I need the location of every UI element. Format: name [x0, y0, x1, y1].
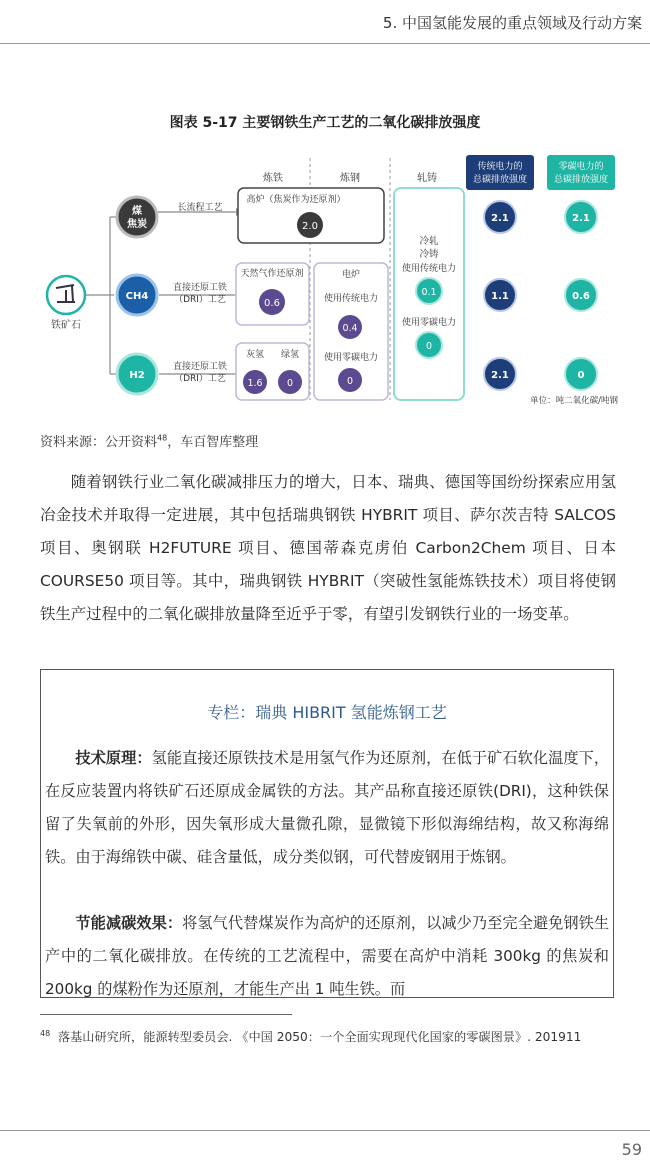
header-zerocarbon-line1: 零碳电力的 — [558, 162, 604, 172]
ore-label: 铁矿石 — [51, 320, 81, 331]
rolling-zero-value: 0 — [425, 341, 433, 352]
green-h2-value: 0 — [286, 378, 294, 389]
technical-principle-text: 氢能直接还原铁技术是用氢气作为还原剂，在低于矿石软化温度下，在反应装置内将铁矿石还原成金属铁的方法。其产品称直接还原铁(DRI)，这种铁保留了失氧前的外形，因失氧形成大量微孔隙，显微镜下形似海绵结构，故又称海绵铁。由于海绵铁中碳、硅含量低，成分类似钢，可代替废钢用于炼钢。 — [45, 749, 610, 866]
coke-label: 焦炭 — [127, 219, 147, 230]
source-prefix: 资料来源：公开资料 — [40, 435, 158, 450]
technical-principle-paragraph — [45, 742, 609, 874]
figure-title: 图表 5-17 主要钢铁生产工艺的二氧化碳排放强度 — [169, 115, 481, 131]
steel-emission-diagram — [40, 150, 620, 420]
route-dri-h2-line1: 直接还原工铁 — [172, 362, 228, 372]
source-footnote-ref[interactable]: 48 — [157, 433, 168, 443]
energy-saving-paragraph — [45, 907, 609, 998]
footer-divider — [0, 1130, 650, 1131]
natural-gas-label: 天然气作还原剂 — [240, 269, 304, 279]
footnote-number: 48 — [40, 1029, 51, 1038]
ch4-label: CH4 — [125, 291, 149, 302]
total-zerocarbon-value: 0.6 — [572, 291, 590, 302]
stage-rolling: 轧铸 — [417, 173, 437, 184]
rolling-label-cold-rolling: 冷轧 — [419, 236, 439, 247]
route-dri-h2-line2: （DRI）工艺 — [174, 374, 226, 384]
unit-label: 单位：吨二氧化碳/吨钢 — [530, 396, 618, 406]
energy-saving-lead: 节能减碳效果： — [75, 914, 183, 932]
column-title: 专栏：瑞典 HIBRIT 氢能炼钢工艺 — [207, 703, 447, 722]
footnote-text: 落基山研究所，能源转型委员会. 《中国 2050：一个全面实现现代化国家的零碳图景》. 201911 — [57, 1030, 582, 1045]
feature-column-box — [40, 669, 614, 998]
eaf-trad-value: 0.4 — [342, 323, 358, 334]
eaf-label: 电炉 — [341, 270, 361, 280]
stage-ironmaking: 炼铁 — [263, 173, 283, 184]
footnote-divider — [40, 1014, 292, 1015]
total-traditional-value: 1.1 — [491, 291, 509, 302]
source-suffix: ，车百智库整理 — [167, 435, 259, 450]
rolling-trad-value: 0.1 — [421, 287, 437, 298]
route-dri-ch4-line1: 直接还原工铁 — [172, 283, 228, 293]
body-paragraph: 随着钢铁行业二氧化碳减排压力的增大，日本、瑞典、德国等国纷纷探索应用氢冶金技术并取得一定进展，其中包括瑞典钢铁 HYBRIT 项目、萨尔茨吉特 SALCOS 项目、奥钢联 H2FUTURE 项目、德国蒂森克虏伯 Carbon2Chem 项目、日本 COURSE50 项目等。其中，瑞典钢铁 HYBRIT（突破性氢能炼铁技术）项目将使钢铁生产过程中的二氧化碳排放量降至近乎于零，有望引发钢铁行业的一场变革。 — [40, 473, 616, 623]
energy-saving-text: 将氢气代替煤炭作为高炉的还原剂，以减少乃至完全避免钢铁生产中的二氧化碳排放。在传统的工艺流程中，需要在高炉中消耗 300kg 的焦炭和 200kg 的煤粉作为还原剂，才能生产出 1 吨生铁。而 — [45, 914, 610, 998]
rolling-zero-label: 使用零碳电力 — [401, 318, 457, 328]
green-h2-label: 绿氢 — [280, 350, 300, 360]
blast-furnace-value: 2.0 — [302, 221, 318, 232]
grey-h2-value: 1.6 — [247, 378, 263, 389]
running-header: 5. 中国氢能发展的重点领域及行动方案 — [382, 14, 642, 32]
total-zerocarbon-value: 2.1 — [572, 213, 590, 224]
blast-furnace-label: 高炉（焦炭作为还原剂） — [246, 195, 346, 205]
header-divider — [0, 43, 650, 44]
coal-label: 煤 — [132, 206, 142, 217]
total-zerocarbon-value: 0 — [577, 370, 585, 381]
eaf-trad-label: 使用传统电力 — [323, 294, 379, 304]
h2-label: H2 — [129, 370, 145, 381]
eaf-zero-label: 使用零碳电力 — [323, 353, 379, 363]
total-traditional-value: 2.1 — [491, 370, 509, 381]
connector-lines — [86, 212, 236, 374]
route-long-process: 长流程工艺 — [177, 203, 223, 213]
figure-source — [40, 431, 258, 450]
rolling-label-cold-casting: 冷铸 — [419, 249, 439, 260]
natural-gas-value: 0.6 — [264, 298, 280, 309]
header-zerocarbon-line2: 总碳排放强度 — [553, 175, 609, 185]
page-number: 59 — [621, 1140, 642, 1159]
footnote — [40, 1024, 610, 1047]
stage-steelmaking: 炼钢 — [340, 173, 360, 184]
header-traditional-line1: 传统电力的 — [477, 162, 523, 172]
rolling-trad-label: 使用传统电力 — [401, 264, 457, 274]
coal-node — [117, 197, 157, 237]
grey-h2-label: 灰氢 — [245, 350, 265, 360]
technical-principle-lead: 技术原理： — [75, 749, 152, 767]
route-dri-ch4-line2: （DRI）工艺 — [174, 295, 226, 305]
header-traditional-line2: 总碳排放强度 — [472, 175, 528, 185]
total-traditional-value: 2.1 — [491, 213, 509, 224]
eaf-zero-value: 0 — [346, 376, 354, 387]
